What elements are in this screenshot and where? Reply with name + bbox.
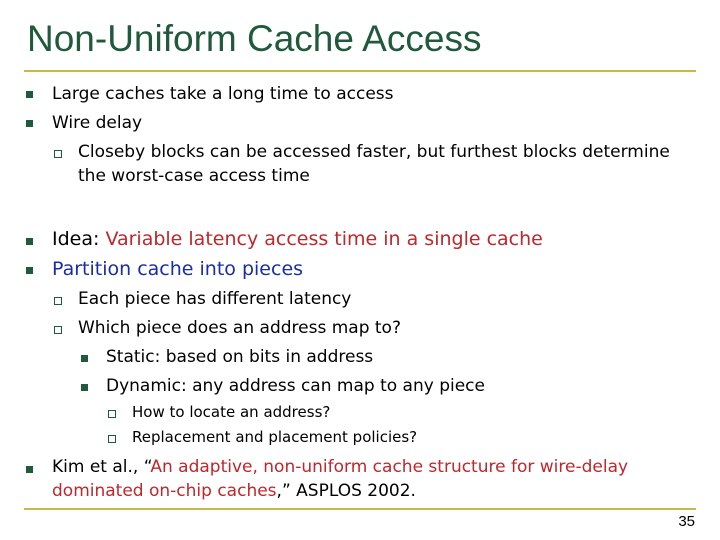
hollow-square-bullet-icon [54, 150, 62, 158]
square-bullet-icon [26, 466, 33, 473]
footer-divider [24, 508, 696, 510]
slide-title: Non-Uniform Cache Access [27, 18, 482, 59]
square-bullet-icon [81, 355, 88, 362]
bullet-citation-line2 [52, 481, 416, 501]
citation-title-part2: dominated on-chip caches [52, 481, 277, 501]
citation-title-part1: An adaptive, non-uniform cache structure for wire-delay [150, 457, 629, 477]
page-number: 35 [678, 513, 695, 530]
bullet-idea [52, 228, 543, 250]
sub-bullet-closeby-line2: the worst-case access time [78, 166, 310, 186]
citation-suffix: ,” ASPLOS 2002. [276, 481, 416, 501]
bullet-wire-delay: Wire delay [52, 113, 143, 133]
level4-bullet-replacement: Replacement and placement policies? [132, 428, 418, 446]
square-bullet-icon [26, 267, 33, 274]
title-divider [24, 70, 696, 72]
hollow-square-bullet-icon [108, 435, 116, 443]
bullet-citation-line1 [52, 457, 628, 477]
square-bullet-icon [81, 384, 88, 391]
bullet-large-caches: Large caches take a long time to access [52, 84, 394, 104]
sub-bullet-closeby-line1: Closeby blocks can be accessed faster, but furthest blocks determine [78, 142, 670, 162]
sub-bullet-latency: Each piece has different latency [78, 289, 352, 309]
bullet-idea-prefix: Idea: [52, 228, 106, 250]
hollow-square-bullet-icon [54, 297, 62, 305]
sub-bullet-map: Which piece does an address map to? [78, 318, 401, 338]
square-bullet-icon [26, 120, 33, 127]
level4-bullet-locate: How to locate an address? [132, 403, 331, 421]
citation-prefix: Kim et al., “ [52, 457, 151, 477]
square-bullet-icon [26, 91, 33, 98]
bullet-partition: Partition cache into pieces [52, 258, 304, 280]
hollow-square-bullet-icon [108, 410, 116, 418]
bullet-idea-highlight: Variable latency access time in a single cache [105, 228, 543, 250]
hollow-square-bullet-icon [54, 326, 62, 334]
subsub-bullet-static: Static: based on bits in address [106, 347, 374, 367]
square-bullet-icon [26, 238, 33, 245]
subsub-bullet-dynamic: Dynamic: any address can map to any piece [106, 376, 485, 396]
